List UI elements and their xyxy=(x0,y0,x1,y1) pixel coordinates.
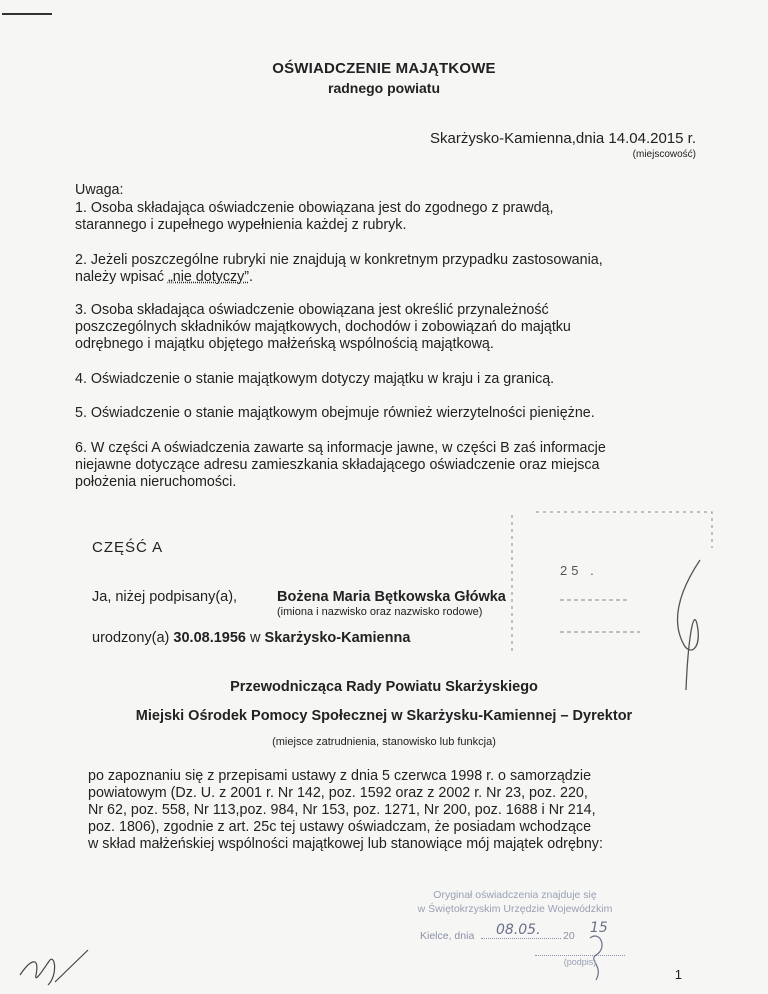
position-line-2: Miejski Ośrodek Pomocy Społecznej w Skarżysku-Kamiennej – Dyrektor xyxy=(135,708,633,724)
body-line-3: Nr 62, poz. 558, Nr 113,poz. 984, Nr 153, poz. 1271, Nr 200, poz. 1688 i Nr 214, xyxy=(88,802,596,818)
born-place: Skarżysko-Kamienna xyxy=(264,630,411,646)
body-line-4: poz. 1806), zgodnie z art. 25c tej ustawy oświadczam, że posiadam wchodzące xyxy=(88,819,592,835)
place-date: Skarżysko-Kamienna,dnia 14.04.2015 r. xyxy=(430,130,696,147)
note-6-line-3: położenia nieruchomości. xyxy=(75,474,237,490)
note-2-prefix: należy wpisać xyxy=(75,269,168,285)
signature-left-stroke xyxy=(55,950,88,982)
note-3-line-1: 3. Osoba składająca oświadczenie obowiązana jest określić przynależność xyxy=(75,302,549,318)
note-6-line-1: 6. W części A oświadczenia zawarte są informacje jawne, w części B zaś informacje xyxy=(75,440,606,456)
position-hint: (miejsce zatrudnienia, stanowisko lub funkcja) xyxy=(272,736,496,748)
stamp-date-value: 08.05. xyxy=(496,922,541,938)
page-number: 1 xyxy=(674,967,682,982)
part-a-heading: CZĘŚĆ A xyxy=(92,539,164,556)
place-date-hint: (miejscowość) xyxy=(632,149,696,160)
document-subtitle: radnego powiatu xyxy=(328,80,440,96)
signature-left xyxy=(20,959,55,985)
note-2-line-1: 2. Jeżeli poszczególne rubryki nie znajdują w konkretnym przypadku zastosowania, xyxy=(75,252,603,268)
born-date: 30.08.1956 xyxy=(173,630,246,646)
note-2-value: „nie dotyczy” xyxy=(167,269,250,285)
note-2-suffix: . xyxy=(249,269,254,285)
note-2-line-2 xyxy=(75,269,693,285)
note-5: 5. Oświadczenie o stanie majątkowym obejmuje również wierzytelności pieniężne. xyxy=(75,405,595,421)
position-line-1: Przewodnicząca Rady Powiatu Skarżyskiego xyxy=(230,679,538,695)
born-label: urodzony(a) xyxy=(92,630,170,646)
stamp-date-label: Kielce, dnia xyxy=(420,930,475,942)
born-in: w xyxy=(250,630,261,646)
born-line xyxy=(92,630,410,646)
notes-label: Uwaga: xyxy=(75,182,124,198)
stamp-line-2: w Świętokrzyskim Urzędzie Wojewódzkim xyxy=(417,903,613,915)
stamp-year-value: 15 xyxy=(590,920,608,936)
stamp-frame xyxy=(512,512,712,655)
declarant-name: Bożena Maria Bętkowska Główka xyxy=(277,589,506,605)
signature-right xyxy=(677,560,700,690)
note-1-line-2: starannego i zupełnego wypełnienia każdej z rubryk. xyxy=(75,217,407,233)
stamp-year-label: 20 xyxy=(563,930,575,942)
note-1-line-1: 1. Osoba składająca oświadczenie obowiązana jest do zgodnego z prawdą, xyxy=(75,200,554,216)
body-line-5: w skład małżeńskiej wspólności majątkowej lub stanowiące mój majątek odrębny: xyxy=(88,836,603,852)
stamp-line-1: Oryginał oświadczenia znajduje się xyxy=(433,889,597,901)
declarant-name-hint: (imiona i nazwisko oraz nazwisko rodowe) xyxy=(277,606,483,618)
note-3-line-2: poszczególnych składników majątkowych, dochodów i zobowiązań do majątku xyxy=(75,319,571,335)
stamp-date-dots xyxy=(481,938,561,939)
note-4: 4. Oświadczenie o stanie majątkowym dotyczy majątku w kraju i za granicą. xyxy=(75,371,555,387)
stamp-sign-hint: (podpis) xyxy=(563,957,597,967)
stamp-received-date: 25 . xyxy=(560,563,598,578)
stamp-sign-dots xyxy=(535,955,625,956)
note-3-line-3: odrębnego i majątku objętego małżeńską wspólnością majątkową. xyxy=(75,336,494,352)
body-line-1: po zapoznaniu się z przepisami ustawy z dnia 5 czerwca 1998 r. o samorządzie xyxy=(88,768,592,784)
body-line-2: powiatowym (Dz. U. z 2001 r. Nr 142, poz. 1592 oraz z 2002 r. Nr 23, poz. 220, xyxy=(88,785,588,801)
document-title: OŚWIADCZENIE MAJĄTKOWE xyxy=(272,60,496,77)
signed-label: Ja, niżej podpisany(a), xyxy=(92,589,238,605)
note-6-line-2: niejawne dotyczące adresu zamieszkania składającego oświadczenie oraz miejsca xyxy=(75,457,600,473)
